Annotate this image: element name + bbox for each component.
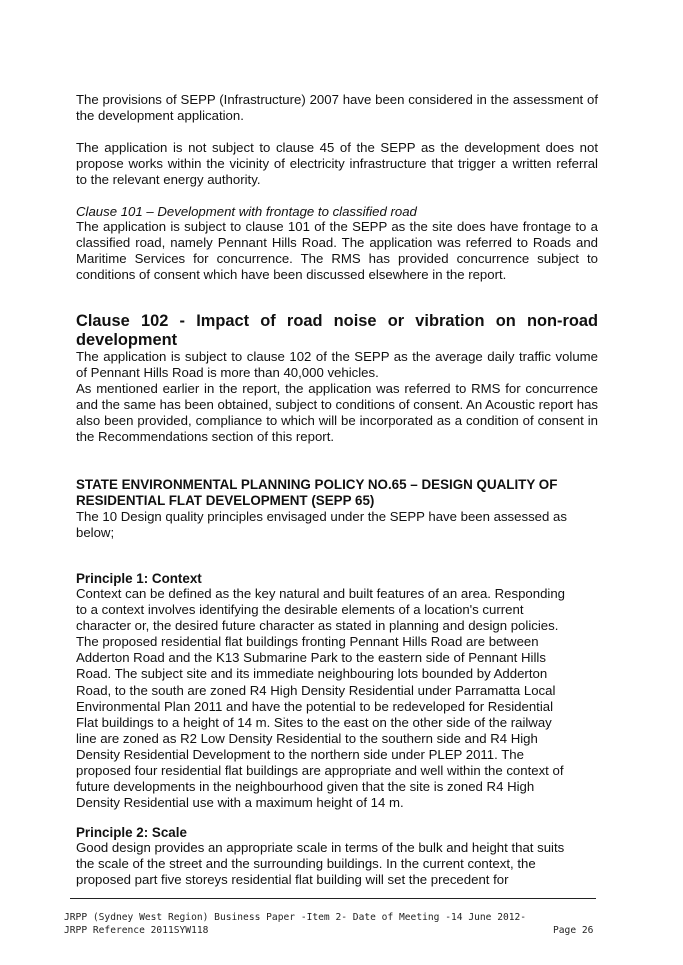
paragraph-rms-concurrence: As mentioned earlier in the report, the application was referred to RMS for concurrence and the same has been obtained, subject to conditions of consent. An Acoustic report has also been provided, compliance to which will be incorporated as a condition of consent in the Recommendations section of this report. bbox=[76, 381, 598, 445]
principle-1-body bbox=[76, 586, 598, 811]
page-number: Page 26 bbox=[553, 925, 594, 936]
paragraph-clause-101: The application is subject to clause 101 of the SEPP as the site does have frontage to a classified road, namely Pennant Hills Road. The application was referred to Roads and Maritime Services for concurrence. The RMS has provided concurrence subject to conditions of consent which have been discussed elsewhere in the report. bbox=[76, 219, 598, 283]
principle-1-line: Road. The subject site and its immediate neighbouring lots bounded by Adderton bbox=[76, 666, 548, 682]
principle-1-line: character or, the desired future character as stated in planning and design policies. bbox=[76, 618, 559, 634]
paragraph-design-principles: The 10 Design quality principles envisaged under the SEPP have been assessed as below; bbox=[76, 509, 567, 541]
principle-2-line: Good design provides an appropriate scale in terms of the bulk and height that suits bbox=[76, 840, 565, 855]
principle-1-line: Density Residential use with a maximum height of 14 m. bbox=[76, 795, 404, 811]
principle-1-line: to a context involves identifying the desirable elements of a location's current bbox=[76, 602, 524, 618]
principle-1-line: Flat buildings to a height of 14 m. Sites to the east on the other side of the railway bbox=[76, 714, 552, 730]
principle-1-line: future developments in the neighbourhood given that the site is zoned R4 High bbox=[76, 779, 535, 795]
principle-1-line: Environmental Plan 2011 and have the potential to be redeveloped for Residential bbox=[76, 698, 554, 714]
footer-divider bbox=[70, 898, 596, 899]
principle-2-heading: Principle 2: Scale bbox=[76, 825, 187, 840]
sepp-65-heading: STATE ENVIRONMENTAL PLANNING POLICY NO.65 – DESIGN QUALITY OF RESIDENTIAL FLAT DEVELOPMENT (SEPP 65) bbox=[76, 477, 558, 508]
principle-2-line: proposed part five storeys residential flat building will set the precedent for bbox=[76, 872, 509, 888]
principle-1-line: Adderton Road and the K13 Submarine Park to the eastern side of Pennant Hills bbox=[76, 650, 546, 666]
principle-1-heading: Principle 1: Context bbox=[76, 571, 202, 586]
principle-1-line: The proposed residential flat buildings fronting Pennant Hills Road are between bbox=[76, 634, 539, 650]
footer-reference: JRPP Reference 2011SYW118 bbox=[64, 925, 209, 936]
principle-1-line: line are zoned as R2 Low Density Residential to the southern side and R4 High bbox=[76, 730, 538, 746]
paragraph-clause-102: The application is subject to clause 102 of the SEPP as the average daily traffic volume of Pennant Hills Road is more than 40,000 vehicles. bbox=[76, 349, 598, 381]
principle-1-line: proposed four residential flat buildings are appropriate and well within the context of bbox=[76, 763, 564, 779]
footer-business-paper: JRPP (Sydney West Region) Business Paper -Item 2- Date of Meeting -14 June 2012- bbox=[64, 912, 527, 923]
paragraph-clause-45: The application is not subject to clause 45 of the SEPP as the development does not propose works within the vicinity of electricity infrastructure that trigger a written referral to the relevant energy authority. bbox=[76, 140, 598, 188]
clause-102-heading: Clause 102 - Impact of road noise or vibration on non-road development bbox=[76, 312, 598, 349]
clause-101-heading: Clause 101 – Development with frontage to classified road bbox=[76, 204, 417, 219]
principle-2-body bbox=[76, 840, 598, 888]
principle-1-line: Context can be defined as the key natural and built features of an area. Responding bbox=[76, 586, 565, 601]
principle-2-line: the scale of the street and the surrounding buildings. In the current context, the bbox=[76, 856, 536, 872]
principle-1-line: Road, to the south are zoned R4 High Density Residential under Parramatta Local bbox=[76, 682, 556, 698]
paragraph-sepp-infrastructure: The provisions of SEPP (Infrastructure) 2007 have been considered in the assessment of the development application. bbox=[76, 92, 598, 124]
principle-1-line: Density Residential Development to the northern side under PLEP 2011. The bbox=[76, 746, 524, 762]
